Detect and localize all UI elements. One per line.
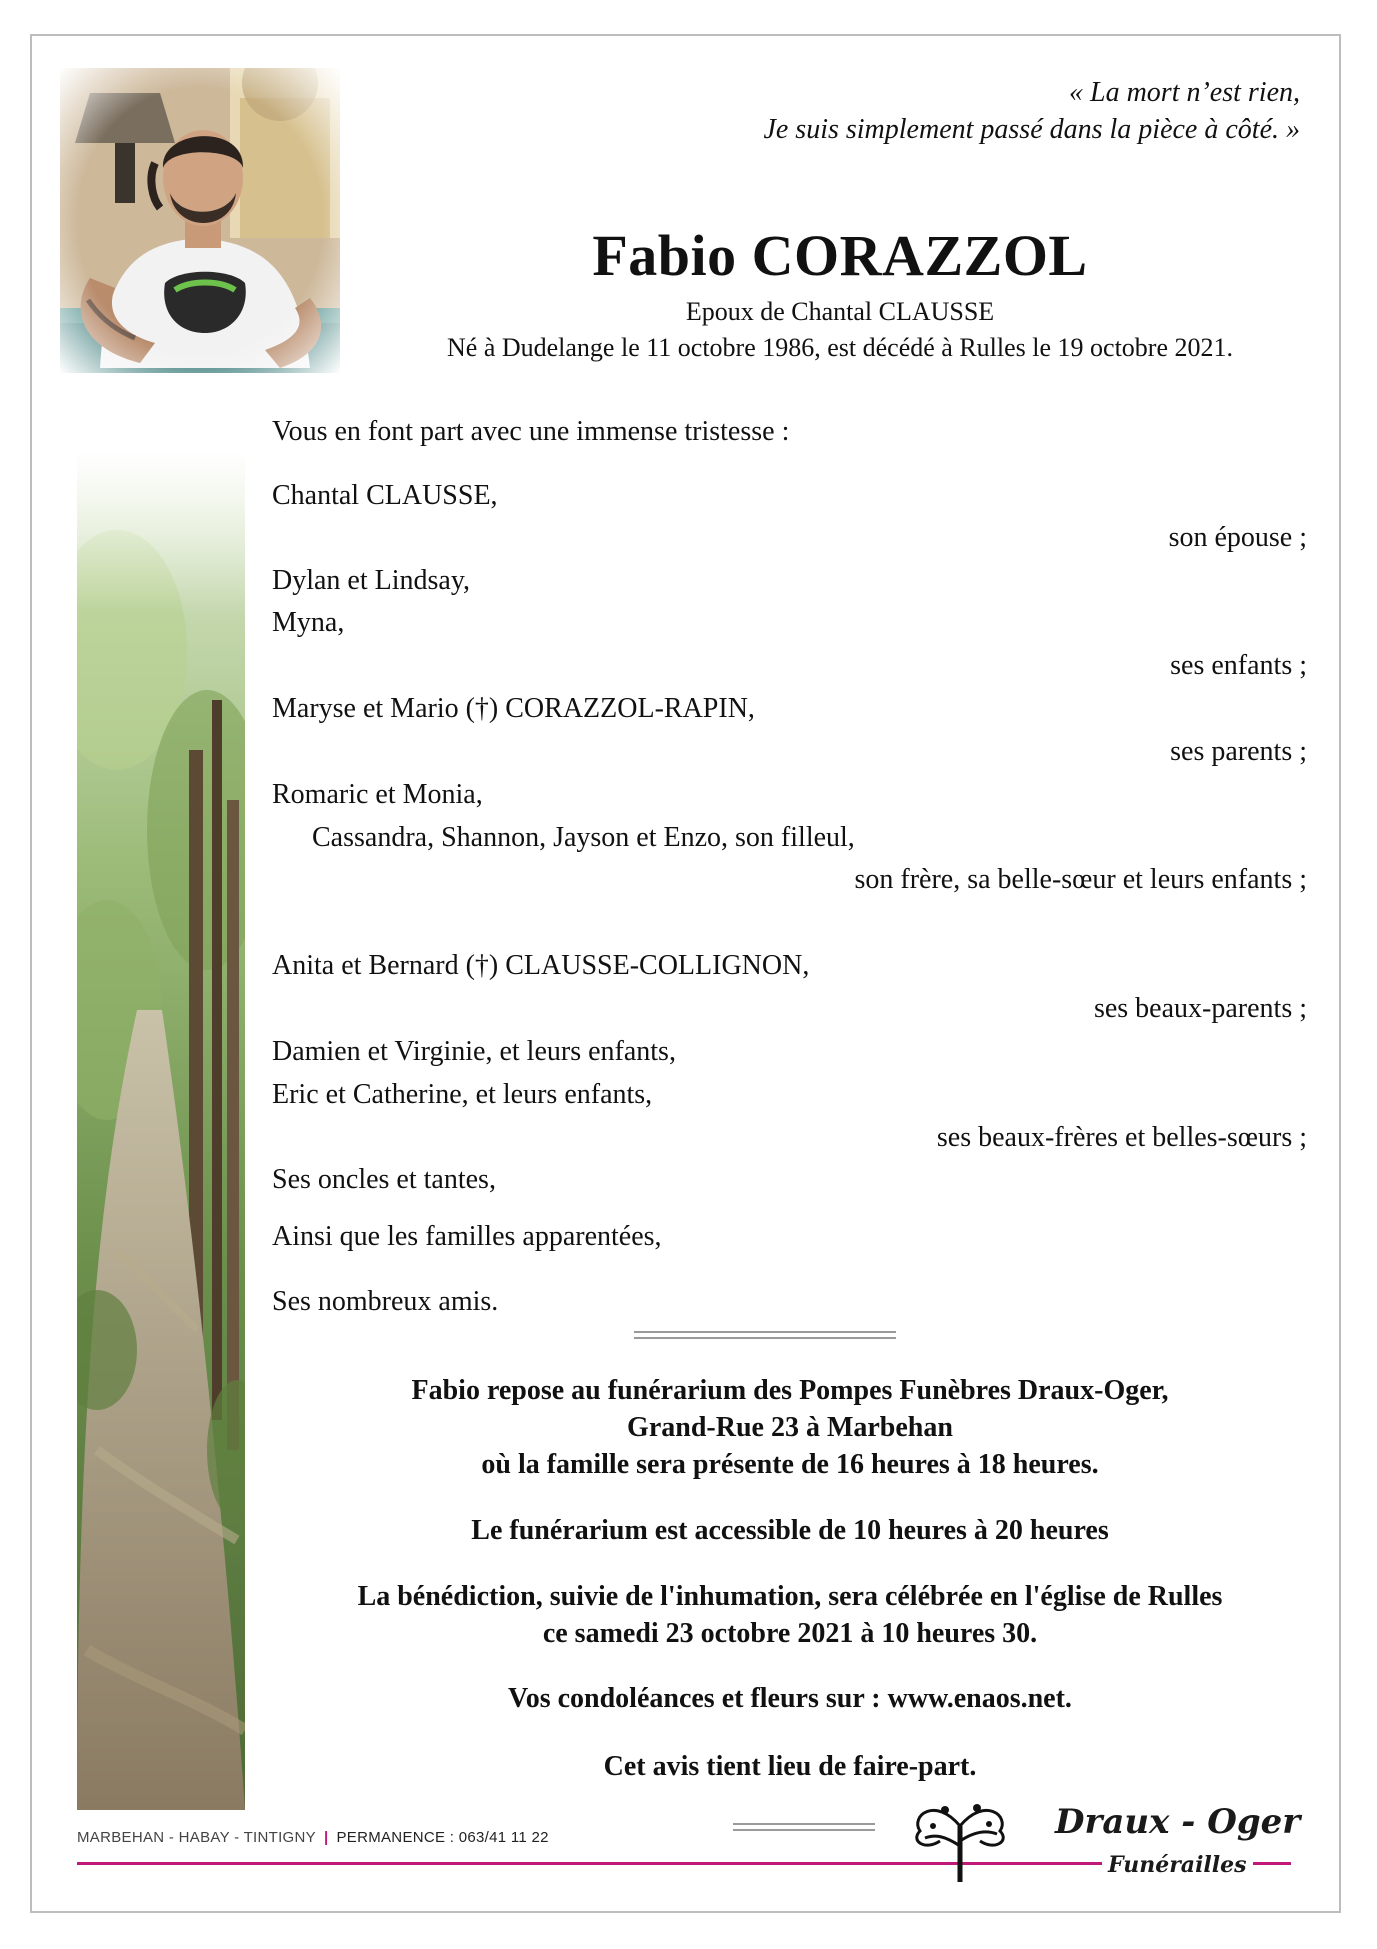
spouse-line: Epoux de Chantal CLAUSSE bbox=[685, 297, 995, 326]
quote-line-2: Je suis simplement passé dans la pièce à côté. » bbox=[763, 114, 1300, 145]
quote-line-1: « La mort n’est rien, bbox=[1069, 77, 1300, 108]
brand-name: Draux - Oger bbox=[1055, 1802, 1301, 1842]
funerarium-line-2: Grand-Rue 23 à Marbehan bbox=[627, 1412, 953, 1443]
footer-locations: MARBEHAN - HABAY - TINTIGNY bbox=[77, 1829, 316, 1846]
footer-contact bbox=[77, 1829, 549, 1846]
condolences-line: Vos condoléances et fleurs sur : www.enaos.net. bbox=[508, 1683, 1072, 1714]
funerarium-line-1: Fabio repose au funérarium des Pompes Funèbres Draux-Oger, bbox=[411, 1375, 1169, 1406]
funerarium-info bbox=[240, 1372, 1340, 1483]
family-line: Damien et Virginie, et leurs enfants, bbox=[272, 1036, 676, 1067]
relation-line: ses beaux-frères et belles-sœurs ; bbox=[936, 1122, 1307, 1153]
relation-line: son frère, sa belle-sœur et leurs enfants ; bbox=[854, 864, 1307, 895]
funerarium-line-3: où la famille sera présente de 16 heures à 18 heures. bbox=[481, 1449, 1099, 1480]
relation-line: ses beaux-parents ; bbox=[1093, 993, 1307, 1024]
footer-divider: | bbox=[323, 1829, 329, 1846]
portrait-photo bbox=[60, 68, 340, 373]
relation-line: ses enfants ; bbox=[1170, 650, 1307, 681]
family-line: Ses nombreux amis. bbox=[272, 1286, 499, 1317]
ceremony-line-2: ce samedi 23 octobre 2021 à 10 heures 30. bbox=[542, 1618, 1038, 1649]
faire-part-notice: Cet avis tient lieu de faire-part. bbox=[603, 1751, 977, 1782]
announcement-intro: Vous en font part avec une immense tristesse : bbox=[272, 416, 790, 447]
family-line: Eric et Catherine, et leurs enfants, bbox=[272, 1079, 653, 1110]
footer-permanence: PERMANENCE : 063/41 11 22 bbox=[336, 1829, 549, 1846]
family-line: Ses oncles et tantes, bbox=[272, 1164, 496, 1195]
family-line: Ainsi que les familles apparentées, bbox=[272, 1221, 662, 1252]
brand-subtitle: Funérailles bbox=[1102, 1852, 1253, 1878]
birth-death-line: Né à Dudelange le 11 octobre 1986, est décédé à Rulles le 19 octobre 2021. bbox=[447, 333, 1233, 362]
family-line: Myna, bbox=[272, 607, 345, 638]
relation-line: son épouse ; bbox=[1168, 522, 1307, 553]
family-line: Romaric et Monia, bbox=[272, 779, 483, 810]
family-line: Cassandra, Shannon, Jayson et Enzo, son filleul, bbox=[312, 822, 855, 853]
ceremony-line-1: La bénédiction, suivie de l'inhumation, sera célébrée en l'église de Rulles bbox=[357, 1581, 1223, 1612]
family-line: Anita et Bernard (†) CLAUSSE-COLLIGNON, bbox=[272, 950, 810, 981]
tree-logo-icon bbox=[905, 1786, 1015, 1882]
forest-path-image bbox=[77, 450, 245, 1810]
footer-separator bbox=[733, 1823, 875, 1831]
quote bbox=[763, 74, 1300, 148]
separator bbox=[634, 1331, 896, 1339]
deceased-name: Fabio CORAZZOL bbox=[592, 223, 1088, 288]
family-line: Chantal CLAUSSE, bbox=[272, 480, 498, 511]
relation-line: ses parents ; bbox=[1170, 736, 1307, 767]
family-line: Maryse et Mario (†) CORAZZOL-RAPIN, bbox=[272, 693, 755, 724]
access-hours: Le funérarium est accessible de 10 heures à 20 heures bbox=[471, 1515, 1109, 1546]
family-line: Dylan et Lindsay, bbox=[272, 565, 471, 596]
ceremony-info bbox=[240, 1578, 1340, 1652]
